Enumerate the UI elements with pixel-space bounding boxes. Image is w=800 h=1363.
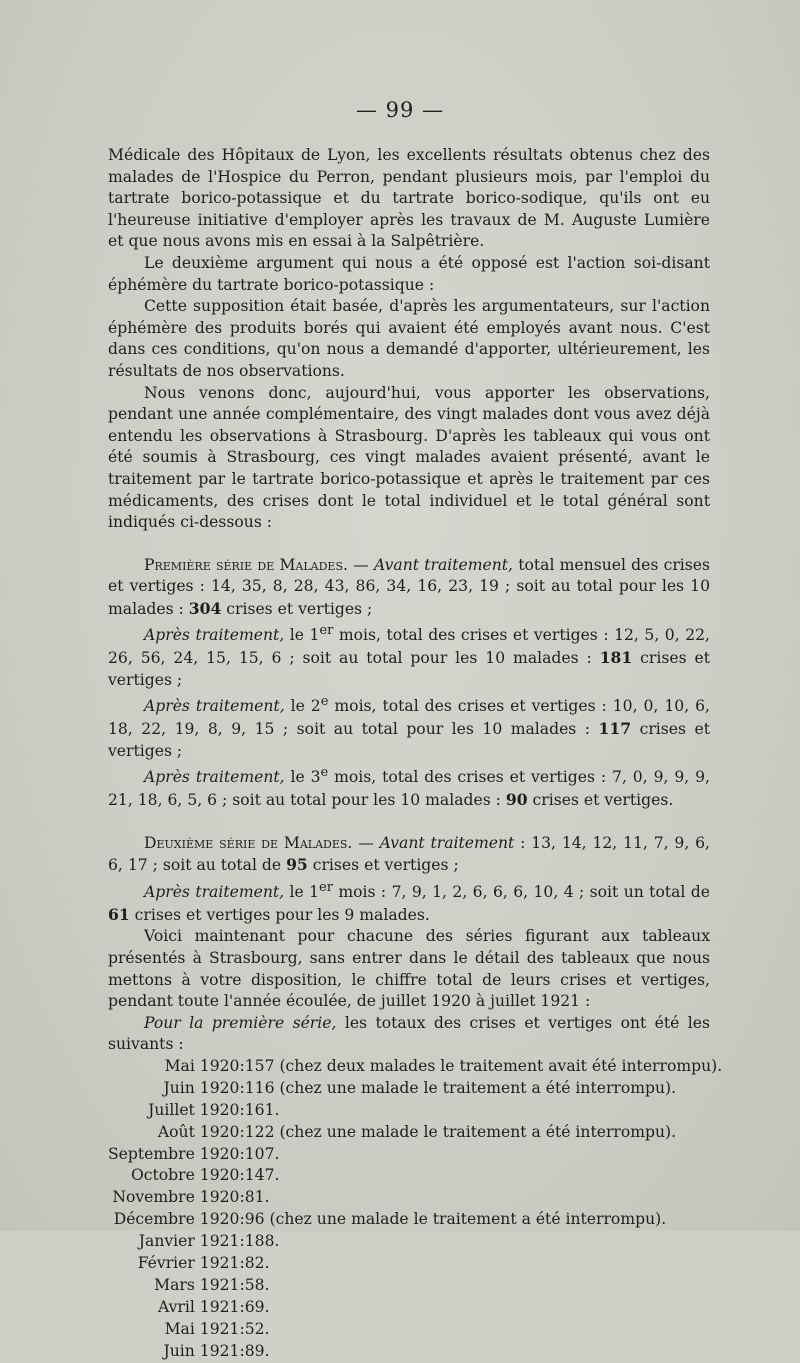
- series-2-before: Deuxième série de Malades. — Avant traitement : 13, 14, 12, 11, 7, 9, 6, 6, 17 ; soit au total de 95 crises et vertiges ;: [108, 833, 710, 875]
- month-value: 122 (chez une malade le traitement a été interrompu).: [244, 1122, 677, 1141]
- colon-separator: :: [239, 1275, 245, 1294]
- month-label: Mai 1921: [164, 1319, 240, 1338]
- table-row: [108, 1253, 722, 1275]
- table-row: [108, 1056, 722, 1078]
- table-row: [108, 1100, 722, 1122]
- colon-separator: :: [239, 1056, 245, 1075]
- month-label: Avril 1921: [157, 1297, 240, 1316]
- month-value: 161.: [244, 1100, 280, 1119]
- series-1-after-month-3: Après traitement, le 3e mois, total des crises et vertiges : 7, 0, 9, 9, 9, 21, 18, 6, 5, 6 ; soit au total pour les 10 malades : 90 crises et vertiges.: [108, 765, 710, 810]
- series-2-after-1-total: 61: [108, 904, 130, 924]
- series-1-after-month-1: Après traitement, le 1er mois, total des crises et vertiges : 12, 5, 0, 22, 26, 56, 24, 15, 15, 6 ; soit au total pour les 10 malades : 181 crises et vertiges ;: [108, 623, 710, 689]
- colon-separator: :: [239, 1341, 245, 1360]
- series-2-after-month-1: Après traitement, le 1er mois : 7, 9, 1, 2, 6, 6, 6, 10, 4 ; soit un total de 61 crises et vertiges pour les 9 malades.: [108, 879, 710, 924]
- table-row: [108, 1341, 722, 1363]
- month-value: 52.: [244, 1319, 270, 1338]
- month-label: Juillet 1920: [148, 1100, 240, 1119]
- month-label: Mars 1921: [154, 1275, 240, 1294]
- page-number: — 99 —: [355, 98, 445, 122]
- month-label: Octobre 1920: [131, 1166, 240, 1185]
- table-row: [108, 1231, 722, 1253]
- table-row: [108, 1165, 722, 1187]
- month-value: 116 (chez une malade le traitement a été interrompu).: [244, 1078, 677, 1097]
- colon-separator: :: [239, 1166, 245, 1185]
- paragraph-second-argument: Le deuxième argument qui nous a été opposé est l'action soi-disant éphémère du tartrate borico-potassique :: [108, 253, 710, 294]
- table-row: [108, 1122, 722, 1144]
- month-label: Janvier 1921: [138, 1232, 240, 1251]
- colon-separator: :: [239, 1078, 245, 1097]
- table-row: [108, 1209, 722, 1231]
- paragraph-observations: Nous venons donc, aujourd'hui, vous apporter les observations, pendant une année complémentaire, des vingt malades dont vous avez déjà entendu les observations à Strasbourg. D'après les tableaux qui vous ont été soumis à Strasbourg, ces vingt malades avaient présenté, avant le traitement par le tartrate borico-potassique et après le traitement par ces médicaments, des crises dont le total individuel et le total général sont indiqués ci-dessous :: [108, 383, 710, 532]
- month-value: 58.: [244, 1275, 270, 1294]
- colon-separator: :: [239, 1210, 245, 1229]
- month-label: Mai 1920: [164, 1056, 240, 1075]
- series-2-before-label: Avant traitement: [379, 833, 515, 852]
- month-value: 82.: [244, 1254, 270, 1273]
- colon-separator: :: [239, 1254, 245, 1273]
- month-label: Février 1921: [137, 1254, 240, 1273]
- month-label: Août 1920: [157, 1122, 240, 1141]
- colon-separator: :: [239, 1319, 245, 1338]
- colon-separator: :: [239, 1144, 245, 1163]
- series-1-before-label: Avant traitement,: [373, 555, 514, 574]
- table-row: [108, 1187, 722, 1209]
- series-2-heading: Deuxième série de Malades.: [144, 833, 353, 852]
- colon-separator: :: [239, 1297, 245, 1316]
- series-2-before-total: 95: [286, 855, 308, 875]
- series-1-after-1-total: 181: [599, 648, 633, 668]
- paragraph-continuation: Médicale des Hôpitaux de Lyon, les excellents résultats obtenus chez des malades de l'Hospice du Perron, pendant plusieurs mois, par l'emploi du tartrate borico-potassique et du tartrate borico-sodique, qu'ils ont eu l'heureuse initiative d'employer après les travaux de M. Auguste Lumière et que nous avons mis en essai à la Salpêtrière.: [108, 146, 710, 251]
- month-value: 107.: [244, 1144, 280, 1163]
- month-label: Novembre 1920: [112, 1188, 240, 1207]
- body-text: [108, 145, 723, 1363]
- colon-separator: :: [239, 1100, 245, 1119]
- month-value: 89.: [244, 1341, 270, 1360]
- paragraph-annual-totals: Voici maintenant pour chacune des séries figurant aux tableaux présentés à Strasbourg, sans entrer dans le détail des tableaux que nous mettons à votre disposition, le chiffre total de leurs crises et vertiges, pendant toute l'année écoulée, de juillet 1920 à juillet 1921 :: [108, 927, 710, 1011]
- paragraph-first-series-intro: Pour la première série, les totaux des crises et vertiges ont été les suivants :: [108, 1013, 710, 1054]
- paragraph-supposition: Cette supposition était basée, d'après les argumentateurs, sur l'action éphémère des produits borés qui avaient été employés avant nous. C'est dans ces conditions, qu'on nous a demandé d'apporter, ultérieurement, les résultats de nos observations.: [108, 297, 710, 380]
- series-1-after-month-2: Après traitement, le 2e mois, total des crises et vertiges : 10, 0, 10, 6, 18, 22, 19, 8, 9, 15 ; soit au total pour les 10 malades : 117 crises et vertiges ;: [108, 694, 710, 760]
- month-value: 96 (chez une malade le traitement a été interrompu).: [244, 1210, 667, 1229]
- colon-separator: :: [239, 1122, 245, 1141]
- colon-separator: :: [239, 1188, 245, 1207]
- month-value: 188.: [244, 1232, 280, 1251]
- month-value: 81.: [244, 1188, 270, 1207]
- month-label: Juin 1920: [163, 1078, 240, 1097]
- month-value: 157 (chez deux malades le traitement avait été interrompu).: [244, 1056, 723, 1075]
- monthly-totals-table: [108, 1056, 722, 1363]
- table-row: [108, 1275, 722, 1297]
- month-label: Septembre 1920: [108, 1144, 240, 1163]
- table-row: [108, 1144, 722, 1166]
- series-1-after-3-total: 90: [505, 790, 528, 810]
- series-1-before: Première série de Malades. — Avant traitement, total mensuel des crises et vertiges : 14, 35, 8, 28, 43, 86, 34, 16, 23, 19 ; soit au total pour les 10 malades : 304 crises et vertiges ;: [108, 555, 710, 618]
- series-1-heading: Première série de Malades.: [144, 555, 348, 574]
- month-label: Décembre 1920: [113, 1210, 240, 1229]
- table-row: [108, 1078, 722, 1100]
- month-value: 147.: [244, 1166, 280, 1185]
- series-1-before-total: 304: [188, 598, 222, 618]
- colon-separator: :: [239, 1232, 245, 1251]
- table-row: [108, 1319, 722, 1341]
- month-value: 69.: [244, 1297, 270, 1316]
- table-row: [108, 1297, 722, 1319]
- month-label: Juin 1921: [163, 1341, 240, 1360]
- series-1-after-2-total: 117: [598, 719, 632, 739]
